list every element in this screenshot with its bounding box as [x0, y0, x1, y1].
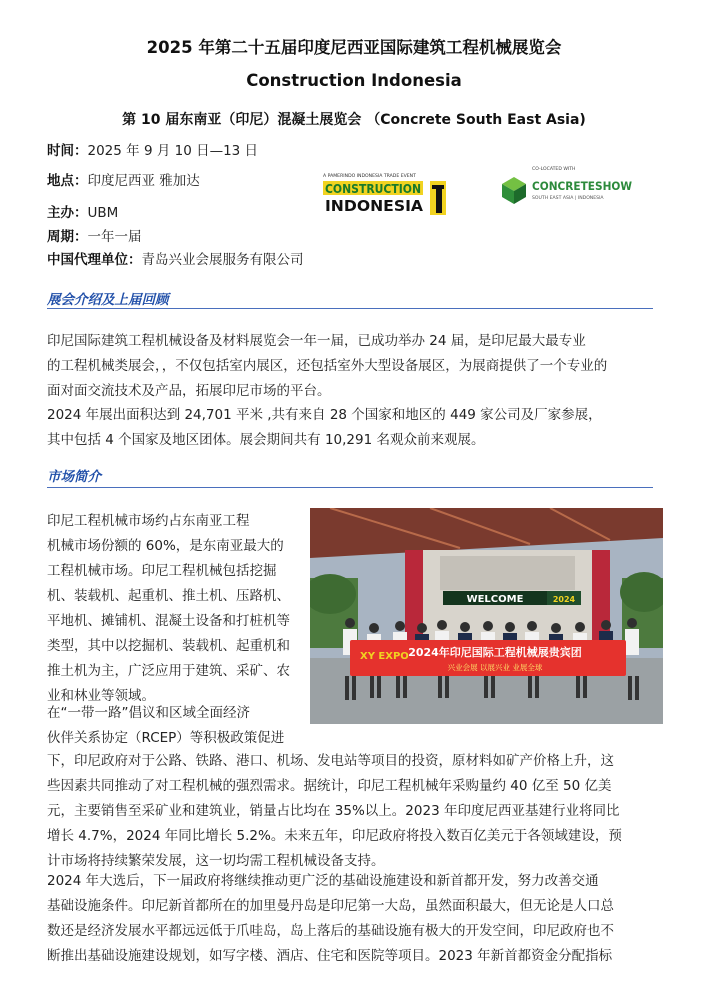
info-value: UBM — [87, 205, 119, 221]
info-label: 周期： — [47, 229, 88, 245]
text-line: 计市场将持续繁荣发展，这一切均需工程机械设备支持。 — [47, 853, 385, 869]
info-label: 中国代理单位： — [47, 252, 142, 268]
welcome-year: 2024 — [552, 595, 576, 604]
text-line: 断推出基础设施建设规划，如写字楼、酒店、住宅和医院等项目。2023 年新首都资金分配指标 — [47, 948, 613, 964]
section-heading-market: 市场简介 — [47, 469, 101, 485]
text-line: 数还是经济发展水平都远远低于爪哇岛，岛上落后的基础设施有极大的开发空间，印尼政府也不 — [47, 923, 614, 939]
logo-indonesia-text: INDONESIA — [325, 197, 424, 215]
construction-indonesia-logo — [322, 171, 464, 217]
logo-concreteshow-text: CONCRETESHOW — [532, 179, 633, 193]
market-paragraph-2-start — [47, 701, 301, 751]
text-line: 增长 4.7%，2024 年同比增长 5.2%。未来五年，印尼政府将投入数百亿美元于各领域建设，预 — [47, 828, 622, 844]
section-divider — [47, 308, 653, 309]
text-line: 下，印尼政府对于公路、铁路、港口、机场、发电站等项目的投资，原材料如矿产价格上升，这 — [47, 753, 614, 769]
text-line: 机、装载机、起重机、推土机、压路机、 — [47, 588, 290, 604]
text-line: 机械市场份额的 60%，是东南亚最大的 — [47, 538, 284, 554]
text-line: 面对面交流技术及产品，拓展印尼市场的平台。 — [47, 383, 331, 399]
logo-tagline: A PAMERINDO INDONESIA TRADE EVENT — [323, 174, 416, 179]
text-line: 工程机械市场。印尼工程机械包括挖掘 — [47, 563, 277, 579]
logo-colocated: CO-LOCATED WITH — [532, 167, 576, 172]
intro-paragraph-1 — [47, 329, 653, 404]
market-paragraph-3 — [47, 869, 653, 969]
text-line: 业和林业等领域。 — [47, 688, 155, 704]
info-value: 印度尼西亚 雅加达 — [87, 173, 200, 189]
banner-subtitle: 兴业会展 以展兴业 业展全球 — [447, 663, 543, 672]
info-value: 一年一届 — [87, 229, 142, 245]
text-line: 类型，其中以挖掘机、装载机、起重机和 — [47, 638, 290, 654]
document-title-en: Construction Indonesia — [246, 71, 462, 90]
text-line: 基础设施条件。印尼新首都所在的加里曼丹岛是印尼第一大岛，虽然面积最大，但无论是人口总 — [47, 898, 614, 914]
info-organizer — [47, 204, 118, 223]
text-line: 2024 年大选后，下一届政府将继续推动更广泛的基础设施建设和新首都开发，努力改善交通 — [47, 873, 599, 889]
text-line: 在“一带一路”倡议和区域全面经济 — [47, 705, 250, 721]
text-line: 的工程机械类展会，，不仅包括室内展区，还包括室外大型设备展区，为展商提供了一个专业的 — [47, 358, 608, 374]
logo-construction-text: CONSTRUCTION — [325, 181, 421, 196]
text-line: 伙伴关系协定（RCEP）等积极政策促进 — [47, 730, 285, 746]
info-time — [47, 142, 258, 161]
text-line: 印尼工程机械市场约占东南亚工程 — [47, 513, 250, 529]
banner-logo: XY EXPO — [360, 651, 409, 662]
info-value: 2025 年 9 月 10 日—13 日 — [87, 143, 259, 159]
section-heading-intro: 展会介绍及上届回顾 — [47, 292, 169, 308]
market-paragraph-2 — [47, 749, 653, 874]
welcome-sign: WELCOME — [466, 594, 524, 605]
info-label: 地点： — [47, 173, 88, 189]
section-divider — [47, 487, 653, 488]
expo-group-photo — [310, 508, 663, 724]
text-line: 平地机、摊铺机、混凝土设备和打桩机等 — [47, 613, 290, 629]
concrete-show-logo — [498, 164, 643, 208]
text-line: 些因素共同推动了对工程机械的强烈需求。据统计，印尼工程机械年采购量约 40 亿至 50 亿美 — [47, 778, 612, 794]
logo-concreteshow-sub: SOUTH EAST ASIA | INDONESIA — [532, 196, 604, 201]
info-cycle — [47, 228, 142, 247]
text-line: 印尼国际建筑工程机械设备及材料展览会一年一届，已成功举办 24 届，是印尼最大最专业 — [47, 333, 586, 349]
text-line: 2024 年展出面积达到 24,701 平米 ,共有来自 28 个国家和地区的 449 家公司及厂家参展， — [47, 407, 602, 423]
info-value: 青岛兴业会展服务有限公司 — [141, 252, 304, 268]
text-line: 其中包括 4 个国家及地区团体。展会期间共有 10,291 名观众前来观展。 — [47, 432, 485, 448]
info-agent — [47, 251, 304, 270]
info-label: 时间： — [47, 143, 88, 159]
document-subtitle: 第 10 届东南亚（印尼）混凝土展览会 （Concrete South East Asia) — [122, 112, 586, 128]
banner-title: 2024年印尼国际工程机械展贵宾团 — [408, 646, 582, 659]
text-line: 元，主要销售至采矿业和建筑业，销量占比均在 35%以上。2023 年印度尼西亚基建行业将同比 — [47, 803, 620, 819]
document-title: 2025 年第二十五届印度尼西亚国际建筑工程机械展览会 — [146, 38, 562, 57]
info-label: 主办： — [47, 205, 88, 221]
market-paragraph-1 — [47, 509, 301, 709]
info-location — [47, 172, 200, 191]
text-line: 推土机为主，广泛应用于建筑、采矿、农 — [47, 663, 290, 679]
intro-paragraph-2 — [47, 403, 653, 453]
